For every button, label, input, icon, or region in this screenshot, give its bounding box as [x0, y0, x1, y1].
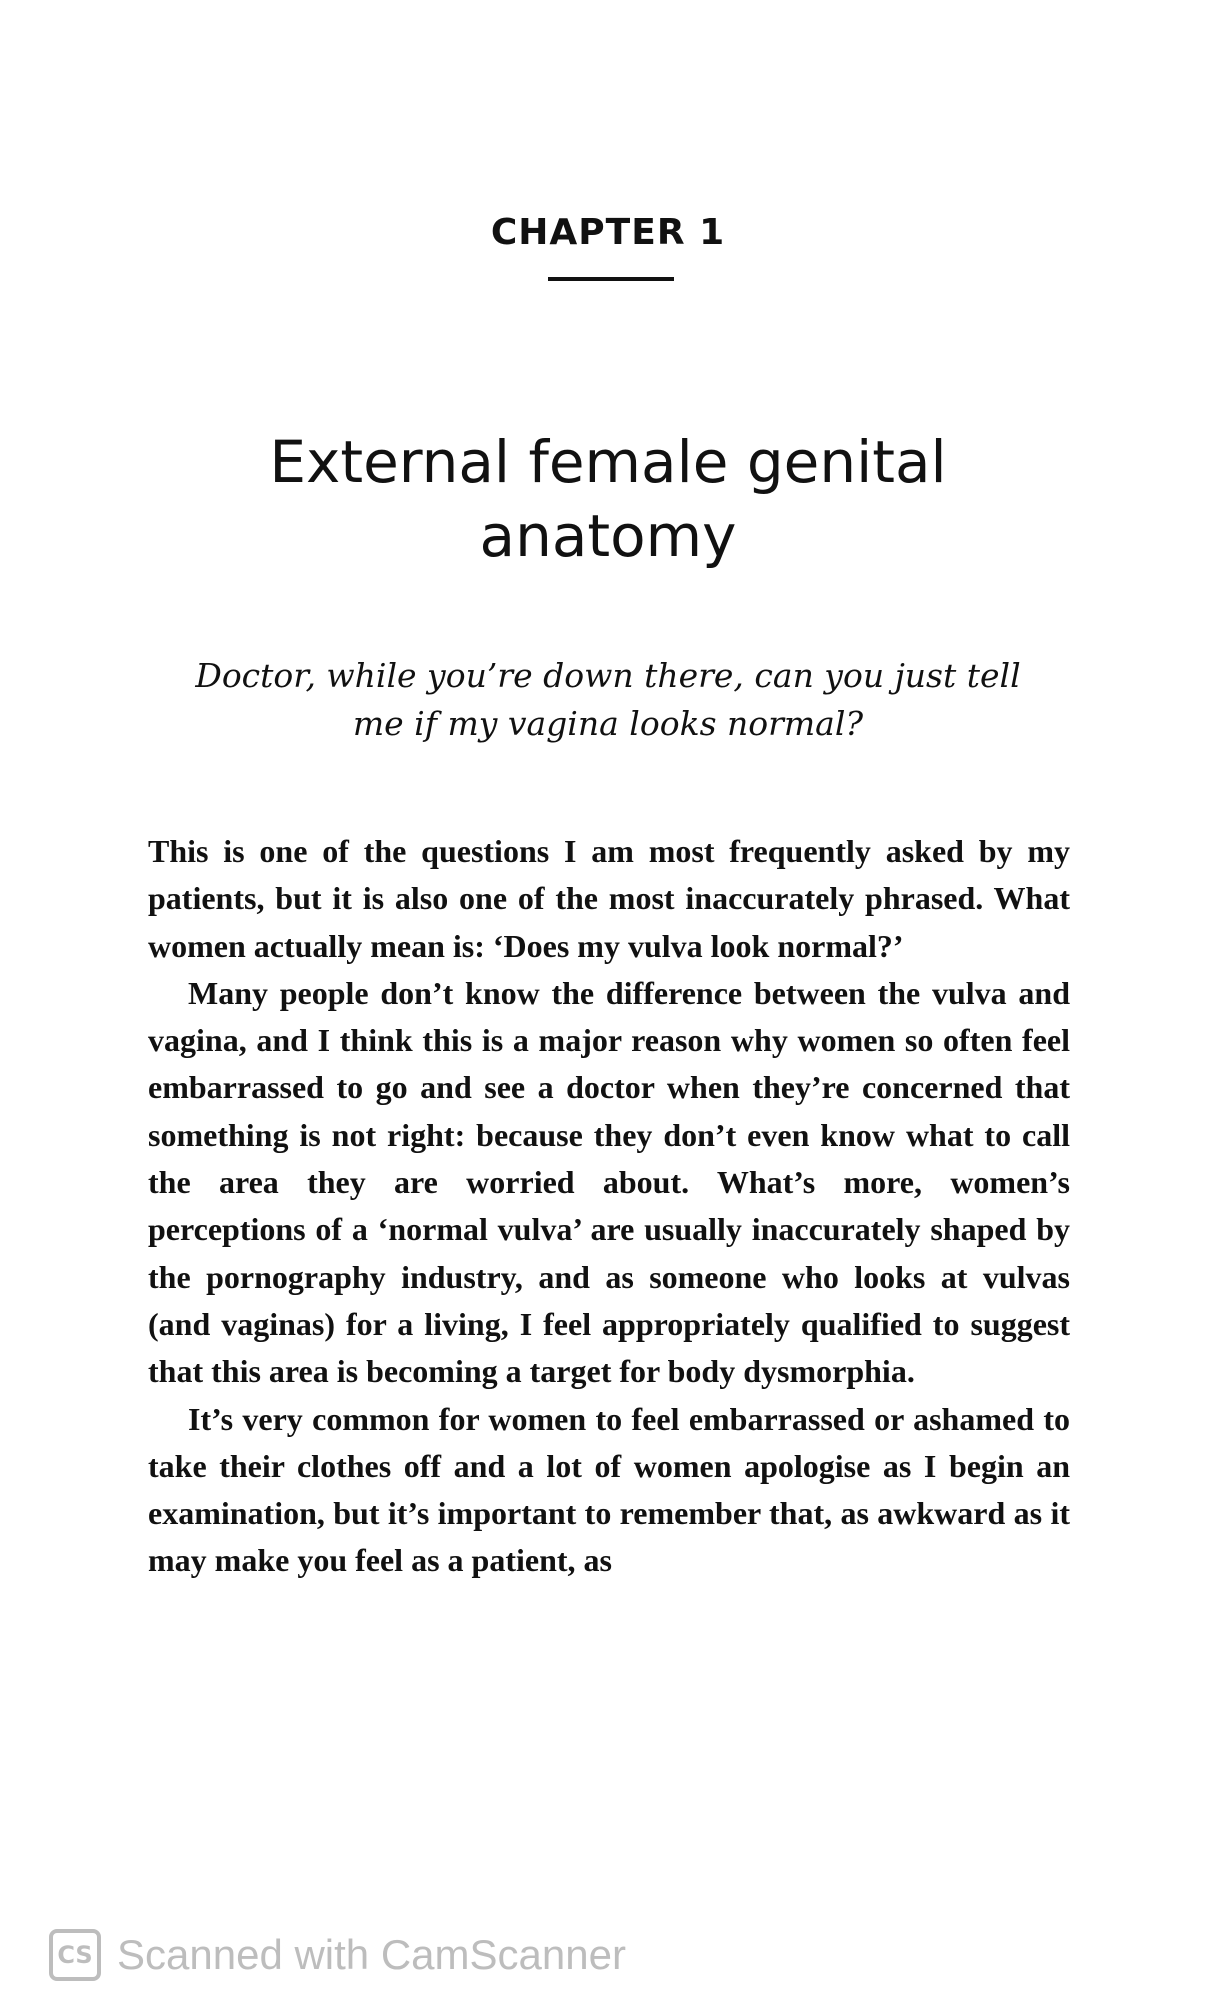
paragraph: It’s very common for women to feel embarrassed or ashamed to take their clothes off and a lot of women apologise as I begin an examination, but it’s important to remember that, as awkward as it may make you feel as a patient, as [148, 1400, 1070, 1579]
camscanner-watermark [49, 1925, 626, 1985]
chapter-title: External female genital anatomy [269, 428, 947, 570]
chapter-underline [548, 277, 674, 281]
watermark-text: Scanned with CamScanner [117, 1931, 626, 1978]
body-text [148, 828, 1070, 1585]
chapter-label: CHAPTER 1 [490, 212, 726, 253]
paragraph: This is one of the questions I am most frequently asked by my patients, but it is also one of the most inaccurately phrased. What women actually mean is: ‘Does my vulva look normal?’ [148, 833, 1070, 964]
paragraph: Many people don’t know the difference between the vulva and vagina, and I think this is a major reason why women so often feel embarrassed to go and see a doctor when they’re concerned that something is not right: because they don’t even know what to call the area they are worried about. What’s more, women’s perceptions of a ‘normal vulva’ are usually inaccurately shaped by the pornography industry, and as someone who looks at vulvas (and vaginas) for a living, I feel appropriately qualified to suggest that this area is becoming a target for body dysmorphia. [148, 974, 1070, 1390]
epigraph-quote: Doctor, while you’re down there, can you just tell me if my vagina looks normal? [195, 656, 1021, 743]
camscanner-logo-icon: CS [49, 1929, 101, 1981]
